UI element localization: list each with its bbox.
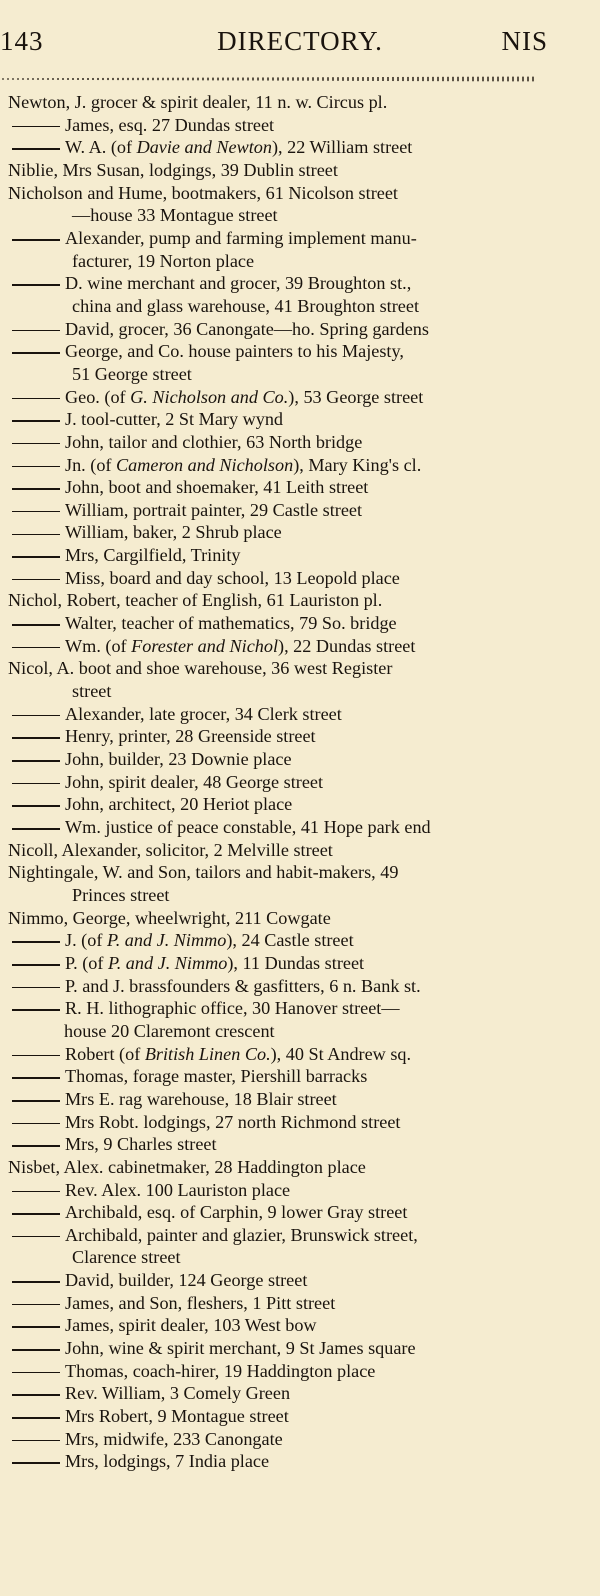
entry-text: Henry, printer, 28 Greenside street [65, 726, 316, 747]
entry-text: James, esq. 27 Dundas street [65, 114, 275, 135]
firm-name-italic: P. and J. Nimmo [107, 952, 228, 973]
entry-text: Nisbet, Alex. cabinetmaker, 28 Haddington place [8, 1156, 366, 1177]
entry-text: Rev. Alex. 100 Lauriston place [65, 1179, 291, 1200]
directory-sub-entry [8, 1088, 538, 1111]
directory-sub-entry [8, 114, 538, 137]
entry-text: Newton, J. grocer & spirit dealer, 11 n. w. Circus pl. [8, 92, 388, 112]
directory-sub-entry [8, 612, 538, 635]
entry-text: James, spirit dealer, 103 West bow [65, 1315, 317, 1336]
entry-text: George, and Co. house painters to his Majesty, [65, 341, 404, 362]
ditto-dash [12, 805, 60, 807]
directory-entry [8, 861, 538, 884]
page-number: 143 [0, 26, 44, 56]
running-head: DIRECTORY. [217, 26, 383, 56]
ditto-dash [12, 964, 60, 966]
ditto-dash [12, 239, 60, 241]
ditto-dash [12, 352, 60, 354]
entry-text: Alexander, late grocer, 34 Clerk street [65, 703, 342, 724]
entry-text: ), 22 Dundas street [278, 635, 416, 656]
directory-sub-entry [8, 340, 538, 363]
directory-sub-entry [8, 1269, 538, 1292]
directory-sub-entry [8, 1292, 538, 1315]
directory-entry-continuation [8, 1246, 538, 1269]
entry-text: John, boot and shoemaker, 41 Leith street [65, 477, 369, 498]
directory-sub-entry [8, 272, 538, 295]
entry-text: Jn. (of [65, 454, 117, 475]
ditto-dash [12, 987, 60, 989]
directory-sub-entry [8, 1337, 538, 1360]
entry-text: Thomas, forage master, Piershill barracks [65, 1066, 368, 1087]
firm-name-italic: Cameron and Nicholson [116, 454, 294, 475]
ditto-dash [12, 1462, 60, 1464]
entry-text: R. H. lithographic office, 30 Hanover street— [65, 998, 400, 1019]
ditto-dash [12, 420, 60, 422]
ditto-dash [12, 1281, 60, 1283]
firm-name-italic: P. and J. Nimmo [106, 930, 227, 951]
directory-sub-entry [8, 725, 538, 748]
entry-text: P. (of [65, 952, 108, 973]
entry-text: ), 24 Castle street [226, 930, 354, 951]
ditto-dash [12, 647, 60, 649]
ditto-dash [12, 1123, 60, 1125]
entry-text: Princes street [72, 884, 170, 905]
firm-name-italic: British Linen Co. [144, 1043, 271, 1064]
directory-entry-continuation [8, 295, 538, 318]
ornamental-rule [2, 75, 534, 83]
directory-sub-entry [8, 635, 538, 658]
entry-text: David, grocer, 36 Canongate—ho. Spring gardens [65, 318, 429, 339]
ditto-dash [12, 466, 60, 468]
ditto-dash [12, 715, 60, 717]
ditto-dash [12, 760, 60, 762]
directory-entry [8, 657, 538, 680]
directory-sub-entry [8, 997, 538, 1020]
directory-sub-entry [8, 1133, 538, 1156]
directory-sub-entry [8, 793, 538, 816]
directory-entry-continuation [8, 680, 538, 703]
entry-text: P. and J. brassfounders & gasfitters, 6 n. Bank st. [65, 975, 421, 996]
entry-text: John, wine & spirit merchant, 9 St James square [65, 1338, 416, 1359]
entry-text: J. tool-cutter, 2 St Mary wynd [65, 409, 284, 430]
ditto-dash [12, 148, 60, 150]
entry-text: Archibald, painter and glazier, Brunswick street, [65, 1224, 418, 1245]
ditto-dash [12, 1213, 60, 1215]
entry-text: ), 11 Dundas street [227, 952, 365, 973]
entry-text: Mrs, 9 Charles street [65, 1134, 217, 1155]
entry-text: John, builder, 23 Downie place [65, 749, 292, 770]
entry-text: 51 George street [72, 363, 192, 384]
ditto-dash [12, 1100, 60, 1102]
directory-entry [8, 182, 538, 205]
entry-text: Mrs, lodgings, 7 India place [65, 1451, 270, 1472]
entry-text: Wm. justice of peace constable, 41 Hope park end [65, 817, 431, 837]
directory-sub-entry [8, 408, 538, 431]
directory-sub-entry [8, 1111, 538, 1134]
entry-text: J. (of [65, 930, 107, 951]
ditto-dash [12, 1417, 60, 1419]
entry-text: street [72, 681, 112, 702]
entry-text: ), Mary King's cl. [293, 454, 422, 475]
ditto-dash [12, 783, 60, 785]
directory-sub-entry [8, 476, 538, 499]
entry-text: Mrs E. rag warehouse, 18 Blair street [65, 1088, 337, 1109]
entry-text: John, tailor and clothier, 63 North bridge [65, 431, 363, 452]
ditto-dash [12, 1304, 60, 1306]
entry-text: Rev. William, 3 Comely Green [65, 1383, 291, 1404]
entry-text: David, builder, 124 George street [65, 1270, 308, 1291]
ditto-dash [12, 579, 60, 581]
directory-sub-entry [8, 431, 538, 454]
directory-entry [8, 589, 538, 612]
entry-text: Robert (of [65, 1043, 145, 1064]
ditto-dash [12, 1394, 60, 1396]
directory-entry-continuation [8, 1020, 538, 1043]
entry-text: D. wine merchant and grocer, 39 Broughton st., [65, 273, 412, 294]
entry-text: ), 53 George street [288, 386, 424, 407]
directory-sub-entry [8, 1450, 538, 1473]
entry-text: ), 22 William street [271, 137, 413, 158]
ditto-dash [12, 1236, 60, 1238]
entry-text: Nicol, A. boot and shoe warehouse, 36 west Register [8, 658, 393, 679]
directory-entry-continuation [8, 884, 538, 907]
page-header [0, 26, 600, 66]
directory-entry [8, 91, 538, 114]
directory-entry-continuation [8, 363, 538, 386]
directory-entry [8, 1156, 538, 1179]
directory-sub-entry [8, 1428, 538, 1451]
entry-text: John, architect, 20 Heriot place [65, 794, 293, 815]
directory-sub-entry [8, 1043, 538, 1066]
directory-sub-entry [8, 318, 538, 341]
directory-entry-continuation [8, 204, 538, 227]
ditto-dash [12, 511, 60, 513]
ditto-dash [12, 1055, 60, 1057]
ditto-dash [12, 443, 60, 445]
entry-text: house 20 Claremont crescent [64, 1020, 275, 1041]
entry-text: Archibald, esq. of Carphin, 9 lower Gray street [65, 1202, 408, 1223]
ditto-dash [12, 828, 60, 830]
directory-sub-entry [8, 929, 538, 952]
ditto-dash [12, 1326, 60, 1328]
entry-text: Alexander, pump and farming implement manu- [65, 227, 417, 248]
directory-sub-entry [8, 454, 538, 477]
entry-text: James, and Son, fleshers, 1 Pitt street [65, 1292, 336, 1313]
firm-name-italic: G. Nicholson and Co. [130, 386, 289, 407]
ditto-dash [12, 534, 60, 536]
entry-text: Nimmo, George, wheelwright, 211 Cowgate [8, 907, 331, 928]
directory-sub-entry [8, 1382, 538, 1405]
directory-sub-entry [8, 1179, 538, 1202]
entry-text: Clarence street [72, 1247, 181, 1268]
entry-text: Mrs Robt. lodgings, 27 north Richmond street [65, 1111, 401, 1132]
directory-entry [8, 907, 538, 930]
catchword: NIS [501, 26, 548, 56]
entry-text: Nicholson and Hume, bootmakers, 61 Nicolson street [8, 182, 398, 203]
directory-sub-entry [8, 499, 538, 522]
directory-entry [8, 839, 538, 862]
entry-text: Niblie, Mrs Susan, lodgings, 39 Dublin street [8, 159, 338, 180]
entry-text: William, baker, 2 Shrub place [65, 522, 282, 543]
firm-name-italic: Forester and Nichol [131, 635, 279, 656]
entry-text: William, portrait painter, 29 Castle street [65, 499, 363, 520]
ditto-dash [12, 941, 60, 943]
ditto-dash [12, 1009, 60, 1011]
entry-text: Nichol, Robert, teacher of English, 61 Lauriston pl. [8, 590, 383, 611]
ditto-dash [12, 1145, 60, 1147]
entry-text: Thomas, coach-hirer, 19 Haddington place [65, 1360, 376, 1381]
entry-text: W. A. (of [65, 137, 137, 158]
ditto-dash [12, 330, 60, 332]
entry-text: Mrs Robert, 9 Montague street [65, 1406, 289, 1427]
directory-entry-continuation [8, 250, 538, 273]
entry-text: John, spirit dealer, 48 George street [65, 771, 324, 792]
entry-text: Walter, teacher of mathematics, 79 So. bridge [65, 613, 397, 634]
directory-sub-entry [8, 1314, 538, 1337]
directory-sub-entry [8, 703, 538, 726]
directory-sub-entry [8, 771, 538, 794]
firm-name-italic: Davie and Newton [136, 137, 272, 158]
ditto-dash [12, 1191, 60, 1193]
ditto-dash [12, 556, 60, 558]
directory-sub-entry [8, 1360, 538, 1383]
directory-sub-entry [8, 952, 538, 975]
ditto-dash [12, 1372, 60, 1374]
entry-text: ), 40 St Andrew sq. [270, 1043, 412, 1064]
entry-text: Geo. (of [65, 386, 131, 407]
directory-sub-entry [8, 1405, 538, 1428]
ditto-dash [12, 398, 60, 400]
ditto-dash [12, 1440, 60, 1442]
ditto-dash [12, 1349, 60, 1351]
directory-sub-entry [8, 386, 538, 409]
entry-text: —house 33 Montague street [72, 205, 278, 226]
entry-text: Miss, board and day school, 13 Leopold place [65, 567, 400, 588]
entry-text: Mrs, midwife, 233 Canongate [65, 1428, 283, 1449]
directory-sub-entry [8, 521, 538, 544]
entry-text: Nicoll, Alexander, solicitor, 2 Melville street [8, 839, 333, 860]
directory-entry [8, 159, 538, 182]
ditto-dash [12, 488, 60, 490]
entry-text: Nightingale, W. and Son, tailors and habit-makers, 49 [8, 862, 399, 883]
directory-sub-entry [8, 1224, 538, 1247]
ditto-dash [12, 126, 60, 128]
directory-sub-entry [8, 1065, 538, 1088]
entry-text: Mrs, Cargilfield, Trinity [65, 545, 241, 566]
directory-sub-entry [8, 748, 538, 771]
directory-sub-entry [8, 975, 538, 998]
ditto-dash [12, 624, 60, 626]
directory-sub-entry [8, 816, 538, 839]
directory-sub-entry [8, 1201, 538, 1224]
ditto-dash [12, 1077, 60, 1079]
directory-sub-entry [8, 567, 538, 590]
entry-text: china and glass warehouse, 41 Broughton street [72, 295, 419, 316]
entry-text: Wm. (of [65, 635, 132, 656]
directory-sub-entry [8, 544, 538, 567]
directory-sub-entry [8, 136, 538, 159]
entry-text: facturer, 19 Norton place [72, 250, 255, 271]
ditto-dash [12, 737, 60, 739]
ditto-dash [12, 284, 60, 286]
directory-entries [8, 91, 538, 1473]
directory-sub-entry [8, 227, 538, 250]
